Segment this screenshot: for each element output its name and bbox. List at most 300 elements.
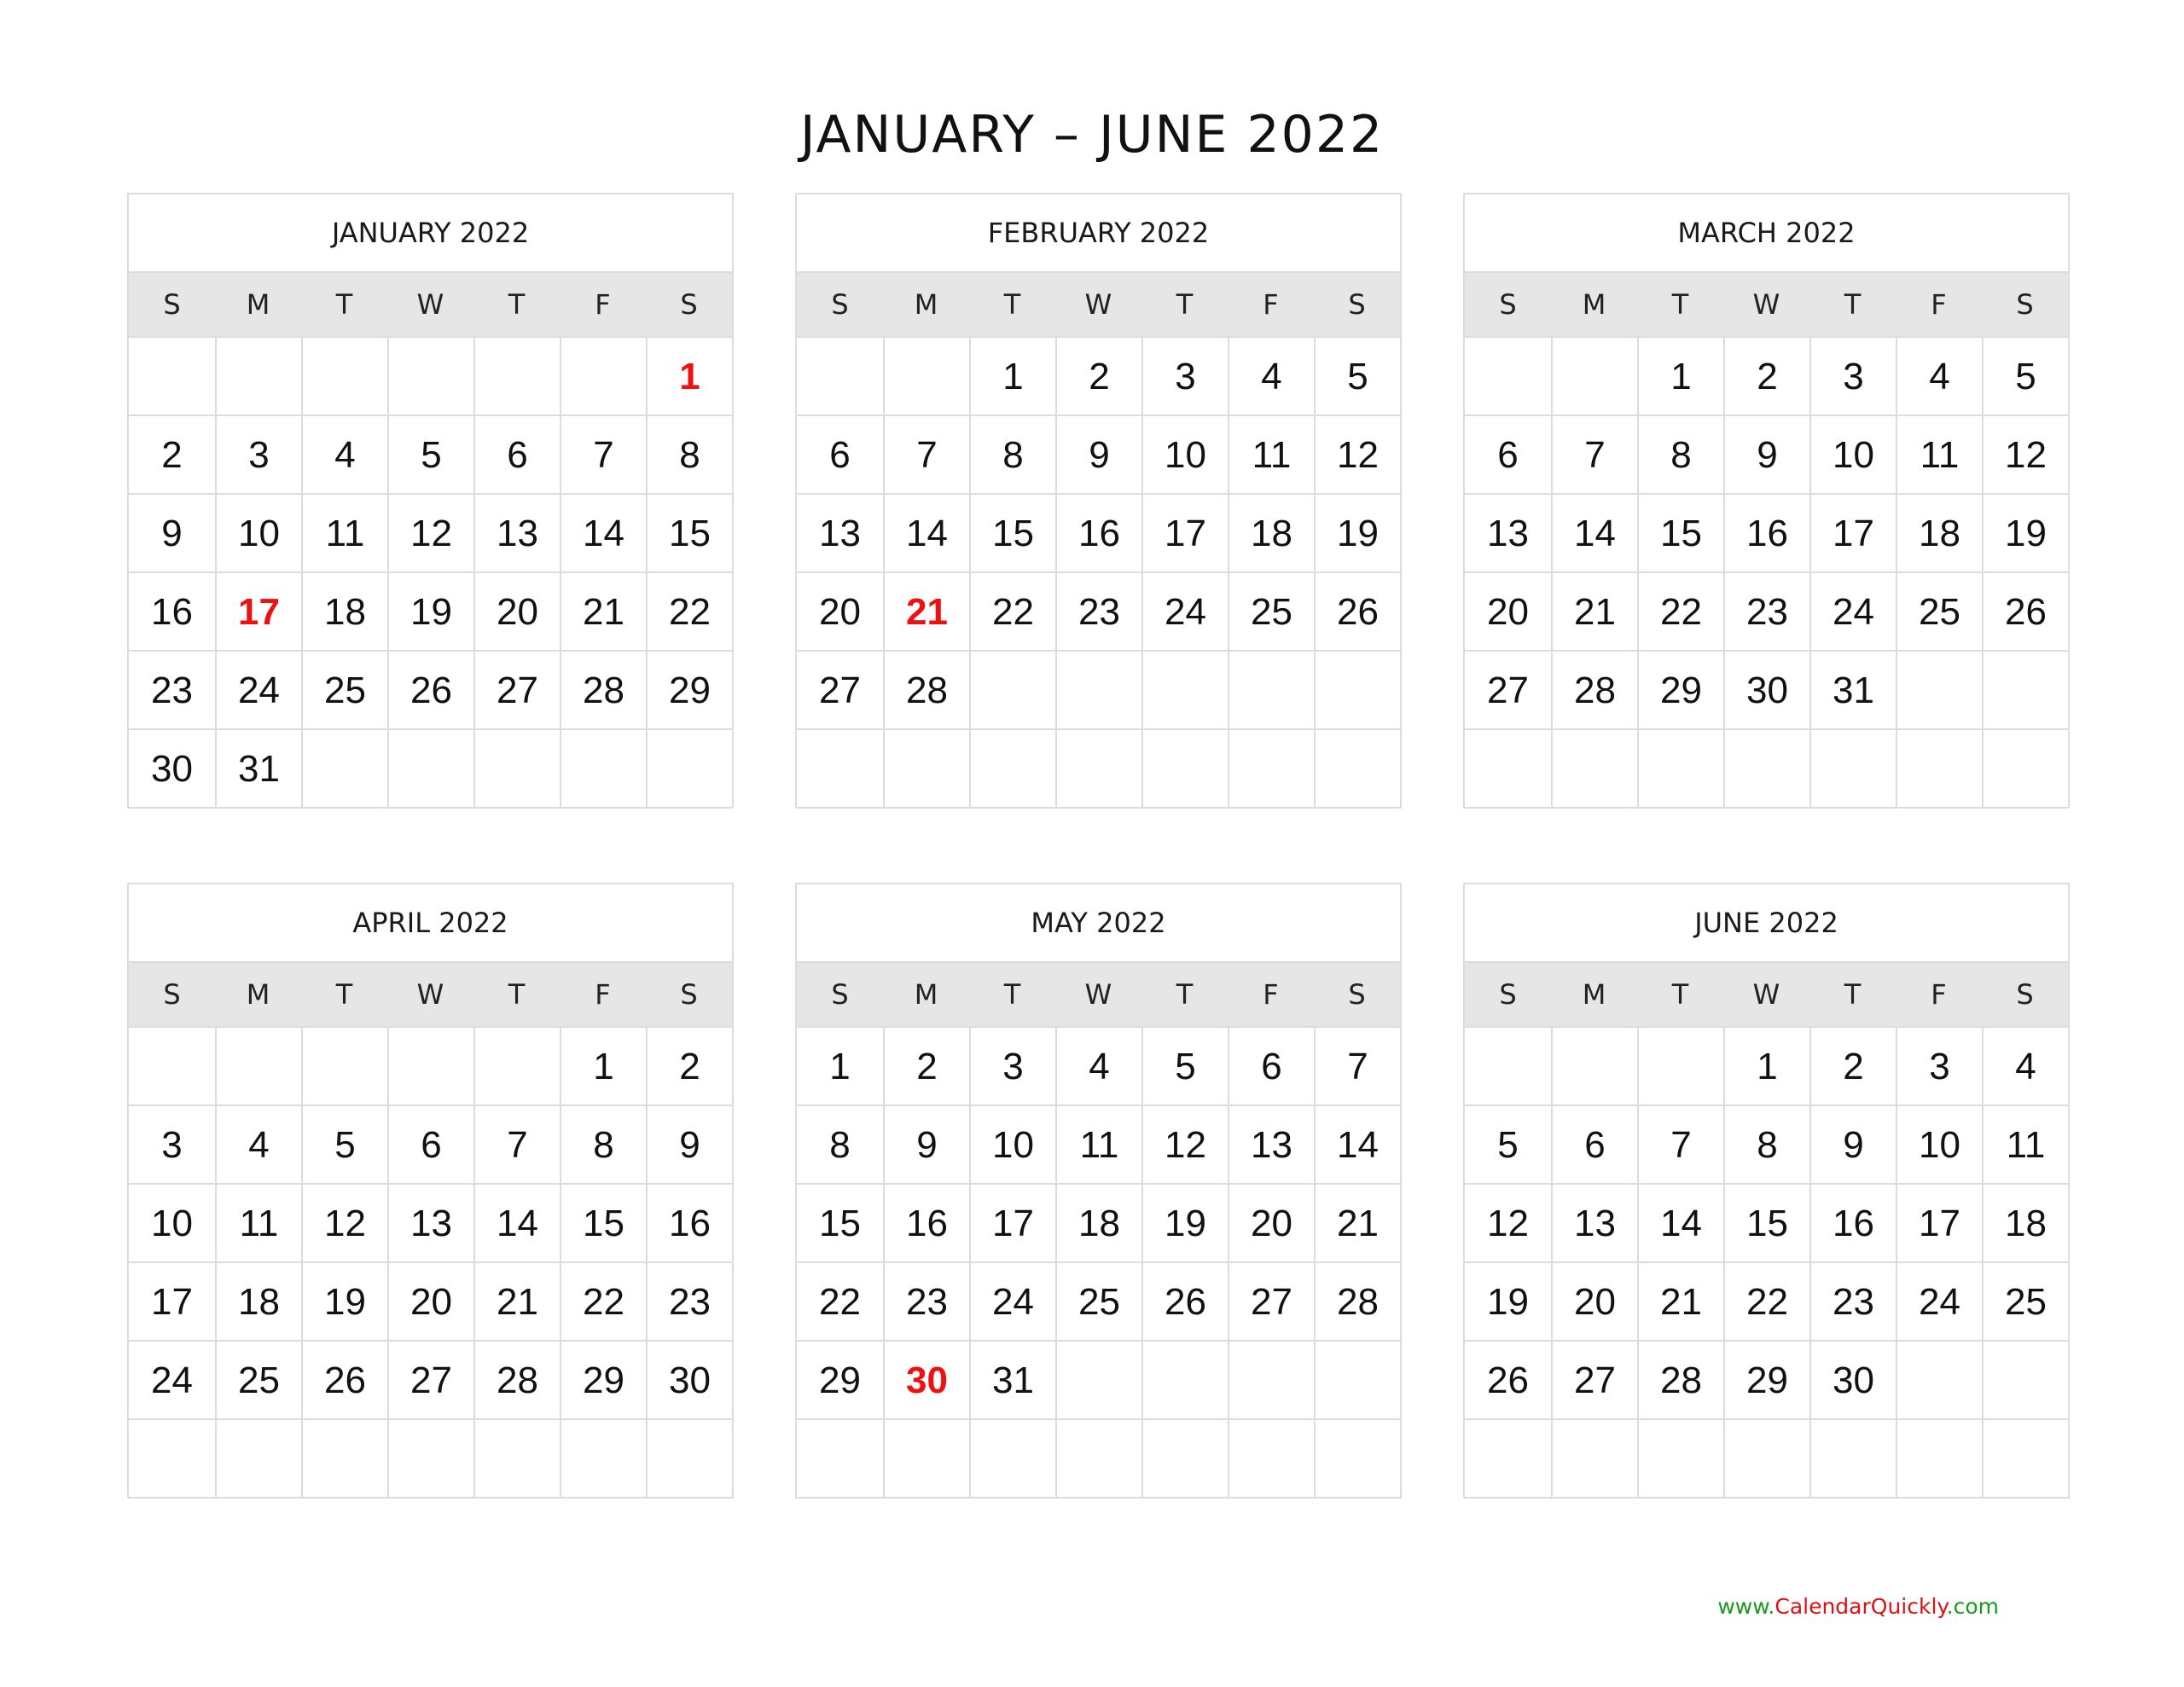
empty-day-cell	[883, 336, 969, 415]
day-cell: 23	[883, 1261, 969, 1340]
weekday-label: F	[1263, 288, 1279, 321]
month-title: FEBRUARY 2022	[797, 194, 1400, 273]
day-cell: 2	[1723, 336, 1809, 415]
weekday-label: S	[2016, 978, 2034, 1011]
day-cell: 5	[1465, 1104, 1551, 1183]
day-cell: 27	[1551, 1340, 1637, 1418]
day-cell: 6	[1465, 415, 1551, 493]
day-cell: 9	[1723, 415, 1809, 493]
day-cell: 14	[560, 493, 646, 571]
day-cell: 20	[797, 571, 883, 650]
day-cell: 18	[215, 1261, 301, 1340]
empty-day-cell	[387, 1026, 473, 1104]
day-cell: 6	[797, 415, 883, 493]
empty-day-cell	[1141, 1340, 1228, 1418]
day-cell: 7	[1551, 415, 1637, 493]
day-cell: 17	[1809, 493, 1896, 571]
day-cell: 11	[301, 493, 387, 571]
day-cell: 24	[129, 1340, 215, 1418]
day-cell: 21	[883, 571, 969, 650]
empty-day-cell	[1982, 1418, 2068, 1497]
day-cell: 25	[1982, 1261, 2068, 1340]
day-cell: 9	[129, 493, 215, 571]
weekday-label: W	[1752, 978, 1780, 1011]
day-cell: 21	[473, 1261, 560, 1340]
day-cell: 2	[1055, 336, 1141, 415]
empty-day-cell	[1055, 1340, 1141, 1418]
day-cell: 1	[969, 336, 1055, 415]
empty-day-cell	[1314, 1340, 1400, 1418]
day-grid	[129, 336, 732, 807]
day-cell: 23	[1723, 571, 1809, 650]
empty-day-cell	[560, 1418, 646, 1497]
weekday-label: F	[595, 288, 611, 321]
day-cell: 13	[473, 493, 560, 571]
day-cell: 13	[1465, 493, 1551, 571]
day-cell: 8	[560, 1104, 646, 1183]
day-cell: 22	[969, 571, 1055, 650]
day-cell: 20	[1465, 571, 1551, 650]
day-cell: 21	[1551, 571, 1637, 650]
day-cell: 18	[1228, 493, 1314, 571]
weekday-header-row	[797, 963, 1400, 1026]
weekday-label: T	[1176, 288, 1194, 321]
day-cell: 17	[1896, 1183, 1982, 1261]
empty-day-cell	[1896, 728, 1982, 807]
empty-day-cell	[1314, 1418, 1400, 1497]
empty-day-cell	[883, 728, 969, 807]
day-cell: 9	[883, 1104, 969, 1183]
day-cell: 30	[129, 728, 215, 807]
day-cell: 1	[646, 336, 732, 415]
day-cell: 10	[969, 1104, 1055, 1183]
empty-day-cell	[1314, 650, 1400, 728]
day-cell: 3	[1809, 336, 1896, 415]
empty-day-cell	[1982, 650, 2068, 728]
weekday-label: M	[1582, 978, 1606, 1011]
weekday-label: T	[1844, 978, 1862, 1011]
day-cell: 6	[473, 415, 560, 493]
day-cell: 26	[1141, 1261, 1228, 1340]
day-cell: 20	[387, 1261, 473, 1340]
day-cell: 28	[1551, 650, 1637, 728]
day-cell: 22	[646, 571, 732, 650]
day-cell: 30	[646, 1340, 732, 1418]
empty-day-cell	[1228, 1418, 1314, 1497]
day-cell: 24	[215, 650, 301, 728]
empty-day-cell	[387, 336, 473, 415]
day-grid	[1465, 1026, 2068, 1497]
empty-day-cell	[215, 1418, 301, 1497]
month-calendar	[127, 883, 734, 1499]
day-cell: 2	[646, 1026, 732, 1104]
footer-website-link[interactable]	[1717, 1591, 1999, 1622]
day-cell: 12	[301, 1183, 387, 1261]
day-cell: 13	[387, 1183, 473, 1261]
day-cell: 26	[301, 1340, 387, 1418]
day-cell: 8	[797, 1104, 883, 1183]
weekday-label: F	[1263, 978, 1279, 1011]
day-cell: 10	[1809, 415, 1896, 493]
month-title: JANUARY 2022	[129, 194, 732, 273]
weekday-label: S	[1499, 288, 1517, 321]
day-cell: 21	[1314, 1183, 1400, 1261]
footer-link-brand: CalendarQuickly	[1774, 1594, 1947, 1619]
weekday-label: T	[1003, 978, 1021, 1011]
weekday-label: T	[1176, 978, 1194, 1011]
weekday-label: M	[914, 978, 938, 1011]
day-cell: 1	[797, 1026, 883, 1104]
day-cell: 17	[1141, 493, 1228, 571]
day-cell: 11	[1228, 415, 1314, 493]
day-cell: 19	[1982, 493, 2068, 571]
day-cell: 11	[215, 1183, 301, 1261]
day-cell: 20	[473, 571, 560, 650]
day-cell: 28	[1637, 1340, 1723, 1418]
day-cell: 22	[1723, 1261, 1809, 1340]
day-cell: 23	[129, 650, 215, 728]
day-cell: 22	[560, 1261, 646, 1340]
empty-day-cell	[1551, 1418, 1637, 1497]
day-cell: 16	[1723, 493, 1809, 571]
page-title: JANUARY – JUNE 2022	[799, 105, 1385, 165]
day-cell: 26	[1314, 571, 1400, 650]
weekday-label: T	[1671, 978, 1689, 1011]
day-cell: 20	[1228, 1183, 1314, 1261]
empty-day-cell	[1637, 1418, 1723, 1497]
empty-day-cell	[1055, 1418, 1141, 1497]
day-cell: 7	[883, 415, 969, 493]
day-cell: 25	[1228, 571, 1314, 650]
empty-day-cell	[1896, 1340, 1982, 1418]
day-cell: 1	[1637, 336, 1723, 415]
empty-day-cell	[797, 336, 883, 415]
day-cell: 14	[1551, 493, 1637, 571]
day-cell: 15	[1723, 1183, 1809, 1261]
day-cell: 14	[883, 493, 969, 571]
weekday-label: S	[163, 978, 181, 1011]
empty-day-cell	[1551, 1026, 1637, 1104]
day-cell: 11	[1982, 1104, 2068, 1183]
empty-day-cell	[1465, 1418, 1551, 1497]
day-cell: 29	[560, 1340, 646, 1418]
day-cell: 28	[1314, 1261, 1400, 1340]
day-cell: 18	[1055, 1183, 1141, 1261]
day-cell: 4	[1228, 336, 1314, 415]
empty-day-cell	[1809, 1418, 1896, 1497]
day-cell: 23	[646, 1261, 732, 1340]
day-cell: 6	[387, 1104, 473, 1183]
empty-day-cell	[1809, 728, 1896, 807]
day-cell: 29	[797, 1340, 883, 1418]
day-cell: 7	[1314, 1026, 1400, 1104]
day-cell: 19	[1141, 1183, 1228, 1261]
footer-link-prefix: www.	[1717, 1594, 1775, 1619]
weekday-label: T	[1844, 288, 1862, 321]
day-cell: 15	[1637, 493, 1723, 571]
day-cell: 18	[1896, 493, 1982, 571]
day-cell: 12	[1982, 415, 2068, 493]
day-cell: 27	[1465, 650, 1551, 728]
day-cell: 5	[301, 1104, 387, 1183]
empty-day-cell	[1228, 650, 1314, 728]
day-cell: 10	[1141, 415, 1228, 493]
day-cell: 30	[883, 1340, 969, 1418]
day-cell: 14	[1637, 1183, 1723, 1261]
day-cell: 29	[646, 650, 732, 728]
day-cell: 15	[797, 1183, 883, 1261]
empty-day-cell	[129, 1418, 215, 1497]
weekday-label: T	[335, 978, 353, 1011]
weekday-label: M	[246, 978, 270, 1011]
day-cell: 2	[883, 1026, 969, 1104]
day-cell: 17	[969, 1183, 1055, 1261]
weekday-label: S	[680, 288, 698, 321]
empty-day-cell	[969, 650, 1055, 728]
day-cell: 18	[301, 571, 387, 650]
day-cell: 31	[969, 1340, 1055, 1418]
day-cell: 29	[1637, 650, 1723, 728]
months-grid	[127, 193, 2070, 1499]
day-cell: 16	[646, 1183, 732, 1261]
day-cell: 5	[1982, 336, 2068, 415]
day-cell: 31	[1809, 650, 1896, 728]
empty-day-cell	[1465, 728, 1551, 807]
day-cell: 10	[1896, 1104, 1982, 1183]
day-cell: 13	[797, 493, 883, 571]
day-cell: 31	[215, 728, 301, 807]
day-cell: 1	[560, 1026, 646, 1104]
day-cell: 10	[215, 493, 301, 571]
day-cell: 25	[215, 1340, 301, 1418]
empty-day-cell	[1723, 1418, 1809, 1497]
empty-day-cell	[129, 1026, 215, 1104]
day-cell: 30	[1809, 1340, 1896, 1418]
weekday-label: S	[163, 288, 181, 321]
weekday-label: W	[1752, 288, 1780, 321]
day-cell: 25	[1055, 1261, 1141, 1340]
empty-day-cell	[797, 728, 883, 807]
weekday-label: F	[1931, 978, 1947, 1011]
empty-day-cell	[387, 728, 473, 807]
day-cell: 5	[1141, 1026, 1228, 1104]
day-cell: 19	[1465, 1261, 1551, 1340]
day-cell: 26	[387, 650, 473, 728]
day-cell: 21	[1637, 1261, 1723, 1340]
empty-day-cell	[560, 336, 646, 415]
day-cell: 8	[969, 415, 1055, 493]
day-cell: 26	[1982, 571, 2068, 650]
empty-day-cell	[1637, 728, 1723, 807]
day-cell: 26	[1465, 1340, 1551, 1418]
day-cell: 18	[1982, 1183, 2068, 1261]
footer-link-suffix: .com	[1946, 1594, 1999, 1619]
weekday-header-row	[1465, 963, 2068, 1026]
weekday-label: S	[831, 978, 849, 1011]
weekday-header-row	[129, 273, 732, 336]
weekday-header-row	[129, 963, 732, 1026]
day-cell: 9	[1055, 415, 1141, 493]
weekday-label: S	[1348, 288, 1366, 321]
empty-day-cell	[1141, 1418, 1228, 1497]
day-cell: 27	[1228, 1261, 1314, 1340]
day-cell: 8	[1723, 1104, 1809, 1183]
weekday-header-row	[797, 273, 1400, 336]
empty-day-cell	[1982, 728, 2068, 807]
day-cell: 7	[1637, 1104, 1723, 1183]
day-cell: 12	[387, 493, 473, 571]
empty-day-cell	[301, 1418, 387, 1497]
day-cell: 16	[883, 1183, 969, 1261]
weekday-label: W	[1084, 978, 1112, 1011]
month-title: JUNE 2022	[1465, 884, 2068, 963]
day-cell: 16	[129, 571, 215, 650]
day-cell: 1	[1723, 1026, 1809, 1104]
empty-day-cell	[797, 1418, 883, 1497]
day-cell: 5	[1314, 336, 1400, 415]
weekday-label: S	[1348, 978, 1366, 1011]
empty-day-cell	[1551, 336, 1637, 415]
empty-day-cell	[1465, 336, 1551, 415]
weekday-label: M	[1582, 288, 1606, 321]
day-grid	[129, 1026, 732, 1497]
weekday-label: S	[1499, 978, 1517, 1011]
day-grid	[797, 336, 1400, 807]
empty-day-cell	[1982, 1340, 2068, 1418]
empty-day-cell	[646, 1418, 732, 1497]
empty-day-cell	[646, 728, 732, 807]
weekday-label: F	[595, 978, 611, 1011]
empty-day-cell	[560, 728, 646, 807]
empty-day-cell	[883, 1418, 969, 1497]
empty-day-cell	[1896, 1418, 1982, 1497]
empty-day-cell	[473, 336, 560, 415]
month-title: MARCH 2022	[1465, 194, 2068, 273]
day-cell: 22	[1637, 571, 1723, 650]
day-cell: 3	[1896, 1026, 1982, 1104]
day-cell: 15	[560, 1183, 646, 1261]
day-cell: 3	[129, 1104, 215, 1183]
empty-day-cell	[1141, 728, 1228, 807]
month-calendar	[795, 193, 1402, 809]
day-cell: 4	[1982, 1026, 2068, 1104]
day-cell: 22	[797, 1261, 883, 1340]
empty-day-cell	[969, 1418, 1055, 1497]
empty-day-cell	[1055, 650, 1141, 728]
day-cell: 15	[646, 493, 732, 571]
day-cell: 27	[797, 650, 883, 728]
day-cell: 21	[560, 571, 646, 650]
day-cell: 27	[473, 650, 560, 728]
weekday-label: F	[1931, 288, 1947, 321]
empty-day-cell	[1896, 650, 1982, 728]
day-cell: 14	[1314, 1104, 1400, 1183]
day-cell: 16	[1809, 1183, 1896, 1261]
month-calendar	[1463, 883, 2070, 1499]
empty-day-cell	[301, 728, 387, 807]
empty-day-cell	[969, 728, 1055, 807]
month-calendar	[795, 883, 1402, 1499]
empty-day-cell	[1055, 728, 1141, 807]
day-cell: 11	[1896, 415, 1982, 493]
day-cell: 9	[1809, 1104, 1896, 1183]
day-cell: 28	[883, 650, 969, 728]
day-cell: 24	[1141, 571, 1228, 650]
day-cell: 2	[129, 415, 215, 493]
empty-day-cell	[1551, 728, 1637, 807]
empty-day-cell	[1723, 728, 1809, 807]
day-cell: 4	[1896, 336, 1982, 415]
weekday-label: M	[246, 288, 270, 321]
weekday-label: W	[416, 288, 444, 321]
day-cell: 7	[560, 415, 646, 493]
weekday-label: M	[914, 288, 938, 321]
day-cell: 11	[1055, 1104, 1141, 1183]
day-cell: 8	[1637, 415, 1723, 493]
day-cell: 27	[387, 1340, 473, 1418]
day-cell: 6	[1228, 1026, 1314, 1104]
day-cell: 19	[1314, 493, 1400, 571]
day-cell: 3	[969, 1026, 1055, 1104]
weekday-label: S	[831, 288, 849, 321]
day-cell: 7	[473, 1104, 560, 1183]
day-cell: 17	[129, 1261, 215, 1340]
month-title: MAY 2022	[797, 884, 1400, 963]
day-cell: 30	[1723, 650, 1809, 728]
empty-day-cell	[215, 336, 301, 415]
day-cell: 17	[215, 571, 301, 650]
weekday-label: T	[1671, 288, 1689, 321]
empty-day-cell	[473, 728, 560, 807]
weekday-label: T	[335, 288, 353, 321]
empty-day-cell	[1314, 728, 1400, 807]
day-grid	[1465, 336, 2068, 807]
weekday-label: T	[508, 978, 526, 1011]
month-calendar	[127, 193, 734, 809]
day-cell: 10	[129, 1183, 215, 1261]
day-cell: 12	[1314, 415, 1400, 493]
day-cell: 3	[1141, 336, 1228, 415]
day-cell: 13	[1228, 1104, 1314, 1183]
empty-day-cell	[1637, 1026, 1723, 1104]
day-cell: 4	[301, 415, 387, 493]
day-cell: 12	[1465, 1183, 1551, 1261]
day-cell: 23	[1809, 1261, 1896, 1340]
empty-day-cell	[473, 1026, 560, 1104]
weekday-header-row	[1465, 273, 2068, 336]
day-cell: 25	[1896, 571, 1982, 650]
day-cell: 24	[1896, 1261, 1982, 1340]
month-calendar	[1463, 193, 2070, 809]
day-cell: 2	[1809, 1026, 1896, 1104]
day-cell: 4	[1055, 1026, 1141, 1104]
day-grid	[797, 1026, 1400, 1497]
empty-day-cell	[1228, 1340, 1314, 1418]
empty-day-cell	[301, 1026, 387, 1104]
day-cell: 19	[387, 571, 473, 650]
day-cell: 12	[1141, 1104, 1228, 1183]
day-cell: 24	[969, 1261, 1055, 1340]
day-cell: 15	[969, 493, 1055, 571]
day-cell: 23	[1055, 571, 1141, 650]
day-cell: 20	[1551, 1261, 1637, 1340]
weekday-label: T	[1003, 288, 1021, 321]
day-cell: 29	[1723, 1340, 1809, 1418]
day-cell: 19	[301, 1261, 387, 1340]
empty-day-cell	[215, 1026, 301, 1104]
day-cell: 9	[646, 1104, 732, 1183]
empty-day-cell	[1141, 650, 1228, 728]
